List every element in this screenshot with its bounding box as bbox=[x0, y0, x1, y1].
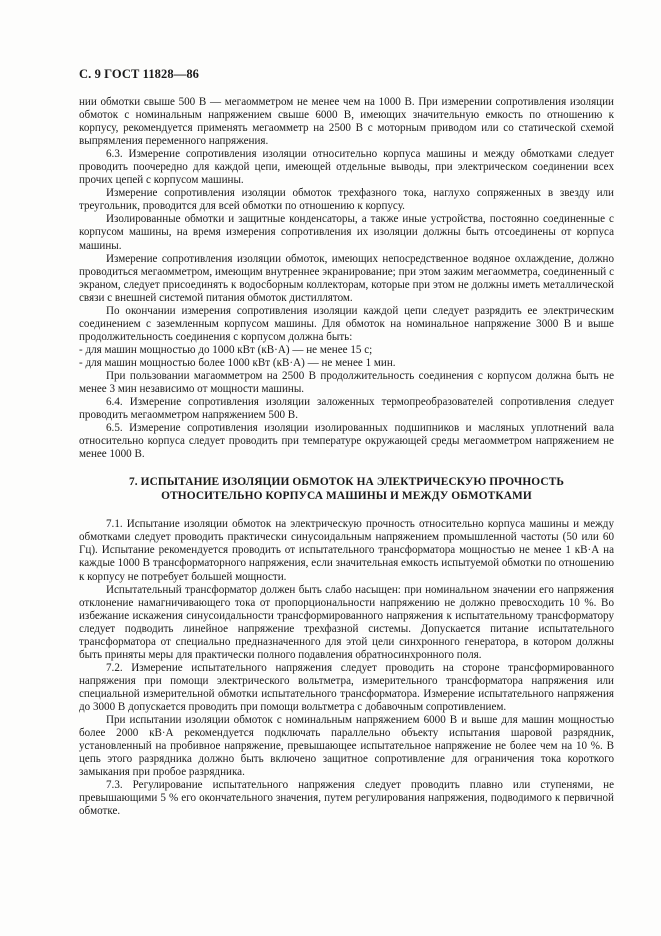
paragraph: 6.5. Измерение сопротивления изоляции изолированных подшипников и масляных уплотнений вала относительно корпуса следует проводить при температуре окружающей среды мегаомметром напряжением не менее 1000 В. bbox=[79, 422, 614, 461]
paragraph: При пользовании магаомметром на 2500 В продолжительность соединения с корпусом должна быть не менее 3 мин независимо от мощности машины. bbox=[79, 369, 614, 396]
paragraph: 7.1. Испытание изоляции обмоток на электрическую прочность относительно корпуса машины и между обмотками следует проводить практически синусоидальным напряжением промышленной частоты (50 или 60 Гц). Испытание рекомендуется проводить от испытательного трансформатора мощностью не менее 1 кВ·А на каждые 1000 В трансформаторного напряжения, если значительная емкость испытуемой обмотки по отношению к корпусу не потребует большей мощности. bbox=[79, 518, 614, 583]
paragraph: 7.3. Регулирование испытательного напряжения следует проводить плавно или ступенями, не превышающими 5 % его окончательного значения, путем регулирования напряжения, подводимого к первичной обмотке. bbox=[79, 779, 614, 818]
section-heading-line: ОТНОСИТЕЛЬНО КОРПУСА МАШИНЫ И МЕЖДУ ОБМОТКАМИ bbox=[161, 490, 532, 503]
section-heading bbox=[79, 475, 614, 503]
paragraph: По окончании измерения сопротивления изоляции каждой цепи следует разрядить ее электрическим соединением с заземленным корпусом машины. Для обмоток на номинальное напряжение 3000 В и выше продолжительность соединения с корпусом должна быть: bbox=[79, 304, 614, 343]
section-heading-line: 7. ИСПЫТАНИЕ ИЗОЛЯЦИИ ОБМОТОК НА ЭЛЕКТРИЧЕСКУЮ ПРОЧНОСТЬ bbox=[128, 476, 565, 489]
paragraph: При испытании изоляции обмоток с номинальным напряжением 6000 В и выше для машин мощностью более 2000 кВ·А рекомендуется подключать параллельно объекту испытания шаровой разрядник, установленный на пробивное напряжение, превышающее испытательное напряжение не более чем на 10 %. В цепь этого разрядника должно быть включено защитное сопротивление для ограничения тока короткого замыкания при пробое разрядника. bbox=[79, 714, 614, 779]
paragraph: Измерение сопротивления изоляции обмоток, имеющих непосредственное водяное охлаждение, должно проводиться мегаомметром, имеющим внутреннее экранирование; при этом зажим мегаомметра, соединенный с экраном, следует присоединять к водосборным коллекторам, которые при этом не должны иметь металлической связи с внешней системой питания обмоток дистиллятом. bbox=[79, 252, 614, 304]
paragraph: 6.3. Измерение сопротивления изоляции относительно корпуса машины и между обмотками следует проводить поочередно для каждой цепи, имеющей отдельные выводы, при электрическом соединении всех прочих цепей с корпусом машины. bbox=[79, 148, 614, 187]
paragraph: Изолированные обмотки и защитные конденсаторы, а также иные устройства, постоянно соединенные с корпусом машины, на время измерения сопротивления их изоляции должны быть отсоединены от корпуса машины. bbox=[79, 213, 614, 252]
running-header: С. 9 ГОСТ 11828—86 bbox=[79, 67, 200, 81]
document-body bbox=[79, 96, 614, 818]
paragraph: 7.2. Измерение испытательного напряжения следует проводить на стороне трансформированного напряжения при помощи электрического вольтметра, измерительного трансформатора напряжения или специальной измерительной обмотки испытательного трансформатора. Измерение испытательного напряжения до 3000 В допускается проводить при помощи вольтметра с добавочным сопротивлением. bbox=[79, 661, 614, 713]
list-item: - для машин мощностью до 1000 кВт (кВ·А) — не менее 15 с; bbox=[79, 343, 373, 356]
list-item: - для машин мощностью более 1000 кВт (кВ·А) — не менее 1 мин. bbox=[79, 356, 396, 369]
paragraph: Испытательный трансформатор должен быть слабо насыщен: при номинальном значении его напряжения отклонение намагничивающего тока от пропорциональности напряжению не должно превосходить 10 %. Во избежание искажения синусоидальности трансформированного напряжения к испытательному трансформатору следует подводить линейное напряжение трехфазной системы. Допускается питание испытательного трансформатора от специально предназначенного для этой цели синхронного генератора, в котором должны быть приняты меры для практически полного подавления обратносинхронного поля. bbox=[79, 583, 614, 661]
paragraph: 6.4. Измерение сопротивления изоляции заложенных термопреобразователей сопротивления следует проводить мегаомметром напряжением 500 В. bbox=[79, 396, 614, 422]
paragraph: нии обмотки свыше 500 В — мегаомметром не менее чем на 1000 В. При измерении сопротивления изоляции обмоток с номинальным напряжением свыше 6000 В, имеющих значительную емкость по отношению к корпусу, рекомендуется применять мегаомметр на 2500 В с моторным приводом или со статической схемой выпрямления переменного напряжения. bbox=[79, 96, 614, 148]
paragraph: Измерение сопротивления изоляции обмоток трехфазного тока, наглухо сопряженных в звезду или треугольник, проводится для всей обмотки по отношению к корпусу. bbox=[79, 187, 614, 213]
